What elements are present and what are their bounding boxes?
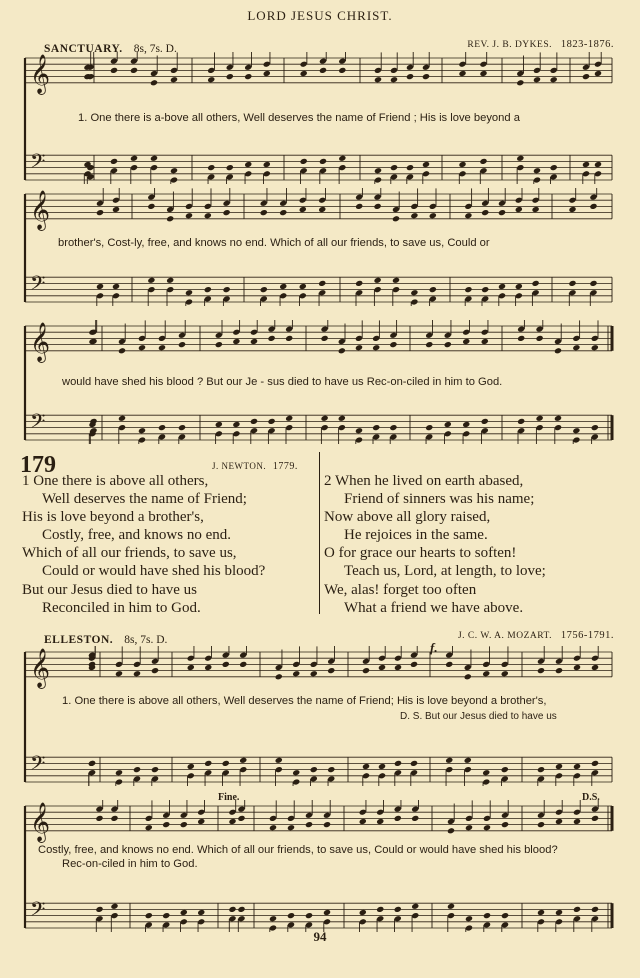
note-head xyxy=(517,418,525,425)
note-head xyxy=(239,661,247,668)
hymn-number: 179 xyxy=(20,452,56,478)
note-head xyxy=(362,667,370,674)
note-head xyxy=(462,338,470,345)
note-head xyxy=(359,818,367,825)
note-head xyxy=(445,757,453,764)
note-head xyxy=(533,76,541,83)
note-head xyxy=(133,670,141,677)
note-head xyxy=(392,215,400,222)
note-head xyxy=(151,766,159,773)
note-head xyxy=(162,912,170,919)
note-head xyxy=(158,344,166,351)
note-head xyxy=(458,161,466,168)
tune-meter: 8s, 7s. D. xyxy=(124,634,168,646)
note-head xyxy=(287,912,295,919)
note-head xyxy=(410,661,418,668)
note-head xyxy=(392,277,400,284)
note-head xyxy=(445,661,453,668)
note-head xyxy=(147,203,155,210)
note-head xyxy=(162,821,170,828)
treble-clef-icon: 𝄞 xyxy=(30,647,51,688)
stanza-line: We, alas! forget too often xyxy=(324,581,477,598)
bass-clef-icon: 𝄢 xyxy=(30,271,46,300)
note-head xyxy=(573,664,581,671)
note-head xyxy=(533,167,541,174)
note-head xyxy=(355,344,363,351)
lyric-line: Rec-on-ciled in him to God. xyxy=(62,858,198,870)
note-head xyxy=(292,670,300,677)
note-head xyxy=(372,424,380,431)
note-head xyxy=(479,70,487,77)
composer-dates: 1756-1791. xyxy=(560,630,614,641)
note-head xyxy=(115,670,123,677)
stanza-line: Which of all our friends, to save us, xyxy=(22,545,237,562)
note-head xyxy=(319,158,327,165)
stanza-line: O for grace our hearts to soften! xyxy=(324,545,517,562)
note-head xyxy=(479,158,487,165)
note-head xyxy=(498,283,506,290)
note-head xyxy=(204,212,212,219)
lyric-line: D. S. But our Jesus died to have us xyxy=(400,711,557,722)
note-head xyxy=(150,79,158,86)
note-head xyxy=(287,824,295,831)
lyric-line: would have shed his blood ? But our Je - sus died to have us Rec-on-ciled in him to God. xyxy=(62,376,503,388)
treble-clef-icon: 𝄞 xyxy=(30,801,51,842)
note-head xyxy=(458,70,466,77)
note-head xyxy=(318,280,326,287)
running-title: LORD JESUS CHRIST. xyxy=(247,8,393,23)
note-head xyxy=(305,912,313,919)
note-head xyxy=(321,335,329,342)
note-head xyxy=(96,209,104,216)
note-head xyxy=(573,818,581,825)
note-head xyxy=(378,763,386,770)
note-head xyxy=(158,424,166,431)
note-head xyxy=(244,73,252,80)
note-head xyxy=(447,827,455,834)
note-head xyxy=(147,277,155,284)
note-head xyxy=(517,335,525,342)
note-head xyxy=(462,421,470,428)
note-head xyxy=(118,347,126,354)
tune-name: SANCTUARY. xyxy=(44,43,123,55)
note-head xyxy=(394,906,402,913)
note-head xyxy=(589,280,597,287)
note-head xyxy=(166,277,174,284)
note-head xyxy=(232,421,240,428)
composer-name: J. C. W. A. MOZART. xyxy=(457,631,552,641)
note-head xyxy=(422,73,430,80)
note-head xyxy=(285,335,293,342)
note-head xyxy=(150,155,158,162)
note-head xyxy=(300,70,308,77)
note-head xyxy=(425,341,433,348)
note-head xyxy=(374,277,382,284)
note-head xyxy=(355,280,363,287)
note-head xyxy=(555,818,563,825)
note-head xyxy=(338,347,346,354)
note-head xyxy=(394,760,402,767)
note-head xyxy=(568,280,576,287)
note-head xyxy=(537,909,545,916)
note-head xyxy=(138,427,146,434)
note-head xyxy=(263,161,271,168)
note-head xyxy=(516,79,524,86)
stanza-line: Friend of sinners was his name; xyxy=(344,491,535,508)
bass-clef-icon: 𝄢 xyxy=(30,149,46,178)
note-head xyxy=(310,766,318,773)
lyric-line: 1. One there is a-bove all others, Well deserves the name of Friend ; His is love beyond a xyxy=(78,112,520,124)
note-head xyxy=(95,815,103,822)
note-head xyxy=(250,338,258,345)
note-head xyxy=(464,757,472,764)
note-head xyxy=(327,766,335,773)
note-head xyxy=(389,424,397,431)
note-head xyxy=(411,815,419,822)
note-head xyxy=(516,155,524,162)
note-head xyxy=(180,909,188,916)
note-head xyxy=(204,760,212,767)
note-head xyxy=(481,209,489,216)
note-head xyxy=(279,209,287,216)
stanza-line: What a friend we have above. xyxy=(344,599,524,616)
stanza-line: 1 One there is above all others, xyxy=(22,473,209,489)
note-head xyxy=(310,670,318,677)
note-head xyxy=(338,155,346,162)
note-head xyxy=(444,421,452,428)
note-head xyxy=(447,903,455,910)
note-head xyxy=(250,418,258,425)
note-head xyxy=(515,283,523,290)
note-head xyxy=(425,424,433,431)
stanza-line: Now above all glory raised, xyxy=(324,509,491,526)
note-head xyxy=(355,203,363,210)
note-head xyxy=(115,769,123,776)
note-head xyxy=(594,161,602,168)
note-head xyxy=(110,815,118,822)
note-head xyxy=(410,212,418,219)
note-head xyxy=(410,760,418,767)
note-head xyxy=(411,903,419,910)
note-head xyxy=(355,427,363,434)
note-head xyxy=(406,73,414,80)
column-divider xyxy=(319,452,320,614)
note-head xyxy=(268,418,276,425)
note-head xyxy=(275,673,283,680)
note-head xyxy=(550,164,558,171)
note-head xyxy=(145,824,153,831)
note-head xyxy=(481,338,489,345)
note-head xyxy=(130,67,138,74)
note-head xyxy=(207,76,215,83)
note-head xyxy=(180,821,188,828)
note-head xyxy=(110,903,118,910)
stanza-2 xyxy=(324,472,546,617)
note-head xyxy=(537,766,545,773)
note-head xyxy=(482,769,490,776)
note-head xyxy=(223,209,231,216)
note-head xyxy=(362,763,370,770)
note-head xyxy=(228,818,236,825)
note-head xyxy=(260,209,268,216)
note-head xyxy=(394,664,402,671)
note-head xyxy=(573,763,581,770)
note-head xyxy=(299,206,307,213)
note-head xyxy=(483,824,491,831)
note-head xyxy=(390,164,398,171)
note-head xyxy=(555,763,563,770)
treble-clef-icon: 𝄞 xyxy=(30,189,51,230)
note-head xyxy=(536,415,544,422)
note-head xyxy=(429,286,437,293)
note-head xyxy=(268,335,276,342)
composer-name: REV. J. B. DYKES. xyxy=(467,40,552,50)
ds-marking: D.S. xyxy=(582,792,600,803)
note-head xyxy=(118,415,126,422)
note-head xyxy=(215,341,223,348)
note-head xyxy=(269,824,277,831)
note-head xyxy=(260,286,268,293)
stanza-line: Teach us, Lord, at length, to love; xyxy=(344,563,546,580)
note-head xyxy=(228,906,236,913)
composer-attribution xyxy=(458,630,614,641)
note-head xyxy=(464,212,472,219)
note-head xyxy=(550,76,558,83)
lyric-line: 1. One there is above all others, Well deserves the name of Friend; His is love beyond a brother's, xyxy=(62,695,547,707)
stanza-line: But our Jesus died to have us xyxy=(22,581,197,598)
note-head xyxy=(170,76,178,83)
note-head xyxy=(89,338,97,345)
note-head xyxy=(204,664,212,671)
note-head xyxy=(244,161,252,168)
note-head xyxy=(145,912,153,919)
note-head xyxy=(464,286,472,293)
note-head xyxy=(197,909,205,916)
note-head xyxy=(410,289,418,296)
note-head xyxy=(572,344,580,351)
note-head xyxy=(532,280,540,287)
note-head xyxy=(292,769,300,776)
lyric-line: brother's, Cost-ly, free, and knows no end. Which of all our friends, to save us, Could or xyxy=(58,237,490,249)
note-head xyxy=(223,286,231,293)
note-head xyxy=(465,915,473,922)
note-head xyxy=(185,212,193,219)
note-head xyxy=(515,206,523,213)
note-head xyxy=(537,667,545,674)
note-head xyxy=(481,418,489,425)
note-head xyxy=(568,206,576,213)
note-head xyxy=(285,415,293,422)
note-head xyxy=(110,158,118,165)
stanza-line: Costly, free, and knows no end. xyxy=(42,527,231,544)
note-head xyxy=(389,341,397,348)
note-head xyxy=(275,757,283,764)
bass-clef-icon: 𝄢 xyxy=(30,897,46,926)
note-head xyxy=(465,824,473,831)
note-head xyxy=(319,67,327,74)
composer-attribution xyxy=(467,39,614,50)
note-head xyxy=(374,167,382,174)
note-head xyxy=(204,286,212,293)
note-head xyxy=(591,664,599,671)
note-head xyxy=(178,424,186,431)
note-head xyxy=(464,673,472,680)
note-head xyxy=(112,206,120,213)
note-head xyxy=(222,661,230,668)
note-head xyxy=(376,818,384,825)
note-head xyxy=(222,760,230,767)
note-head xyxy=(594,70,602,77)
note-head xyxy=(501,821,509,828)
note-head xyxy=(481,286,489,293)
note-head xyxy=(327,667,335,674)
note-head xyxy=(582,73,590,80)
stanza-line: Well deserves the name of Friend; xyxy=(42,491,247,508)
note-head xyxy=(226,164,234,171)
note-head xyxy=(95,906,103,913)
page-number: 94 xyxy=(313,929,327,944)
note-head xyxy=(207,164,215,171)
fine-marking: Fine. xyxy=(218,792,240,803)
note-head xyxy=(537,821,545,828)
note-head xyxy=(555,909,563,916)
note-head xyxy=(187,763,195,770)
note-head xyxy=(378,664,386,671)
note-head xyxy=(591,424,599,431)
note-head xyxy=(130,155,138,162)
note-head xyxy=(532,206,540,213)
note-head xyxy=(591,906,599,913)
note-head xyxy=(591,344,599,351)
note-head xyxy=(170,167,178,174)
note-head xyxy=(318,206,326,213)
note-head xyxy=(185,289,193,296)
stanza-line: Reconciled in him to God. xyxy=(42,599,201,616)
stanza-1 xyxy=(22,472,265,617)
note-head xyxy=(501,670,509,677)
note-head xyxy=(338,415,346,422)
note-head xyxy=(390,76,398,83)
note-head xyxy=(422,161,430,168)
author-year: 1779. xyxy=(272,461,298,472)
note-head xyxy=(197,818,205,825)
note-head xyxy=(338,67,346,74)
treble-clef-icon: 𝄞 xyxy=(30,321,51,362)
note-head xyxy=(138,344,146,351)
note-head xyxy=(483,912,491,919)
note-head xyxy=(232,338,240,345)
note-head xyxy=(269,915,277,922)
stanza-line: Could or would have shed his blood? xyxy=(42,563,266,580)
note-head xyxy=(215,421,223,428)
composer-dates: 1823-1876. xyxy=(560,39,614,50)
note-head xyxy=(555,667,563,674)
note-head xyxy=(359,909,367,916)
note-head xyxy=(482,670,490,677)
note-head xyxy=(323,909,331,916)
note-head xyxy=(237,815,245,822)
note-head xyxy=(321,415,329,422)
note-head xyxy=(501,912,509,919)
stanza-line: He rejoices in the same. xyxy=(344,527,488,544)
note-head xyxy=(323,821,331,828)
lyric-line: Costly, free, and knows no end. Which of all our friends, to save us, Could or would have shed his blood? xyxy=(38,844,558,856)
dynamic-marking: f. xyxy=(430,640,438,655)
note-head xyxy=(299,283,307,290)
note-head xyxy=(406,164,414,171)
note-head xyxy=(372,344,380,351)
author-name: J. NEWTON. xyxy=(212,461,267,471)
note-head xyxy=(573,906,581,913)
note-head xyxy=(376,906,384,913)
note-head xyxy=(536,335,544,342)
note-head xyxy=(429,212,437,219)
note-head xyxy=(112,283,120,290)
note-head xyxy=(151,667,159,674)
note-head xyxy=(166,215,174,222)
bass-clef-icon: 𝄢 xyxy=(30,751,46,780)
treble-clef-icon: 𝄞 xyxy=(30,53,51,94)
note-head xyxy=(263,70,271,77)
note-head xyxy=(374,203,382,210)
note-head xyxy=(554,347,562,354)
note-head xyxy=(394,815,402,822)
note-head xyxy=(133,766,141,773)
note-head xyxy=(589,203,597,210)
note-head xyxy=(305,821,313,828)
note-head xyxy=(110,67,118,74)
stanza-line: His is love beyond a brother's, xyxy=(22,509,204,526)
note-head xyxy=(444,341,452,348)
note-head xyxy=(582,161,590,168)
note-head xyxy=(554,415,562,422)
note-head xyxy=(239,757,247,764)
note-head xyxy=(178,341,186,348)
note-head xyxy=(591,760,599,767)
note-head xyxy=(279,283,287,290)
note-head xyxy=(226,73,234,80)
tune-meter: 8s, 7s. D. xyxy=(133,43,177,55)
tune-heading xyxy=(44,628,167,647)
bass-clef-icon: 𝄢 xyxy=(30,409,46,438)
tune-name: ELLESTON. xyxy=(44,634,114,646)
note-head xyxy=(498,209,506,216)
note-head xyxy=(237,906,245,913)
note-head xyxy=(572,427,580,434)
note-head xyxy=(501,766,509,773)
hymn-author xyxy=(212,461,298,472)
note-head xyxy=(96,283,104,290)
note-head xyxy=(374,76,382,83)
stanza-line: 2 When he lived on earth abased, xyxy=(324,473,524,489)
note-head xyxy=(88,760,96,767)
note-head xyxy=(300,158,308,165)
note-head xyxy=(591,815,599,822)
note-head xyxy=(187,664,195,671)
